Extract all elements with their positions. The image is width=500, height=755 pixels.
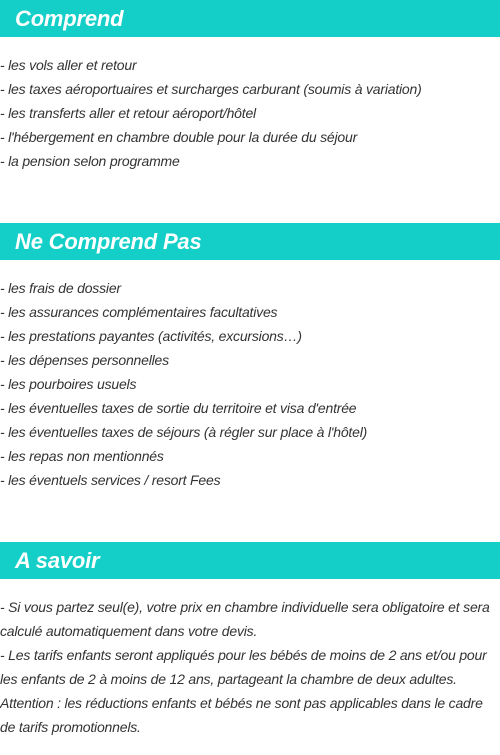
comprend-item: - l'hébergement en chambre double pour la durée du séjour bbox=[0, 129, 358, 145]
a-savoir-single-room-note: - Si vous partez seul(e), votre prix en chambre individuelle sera obligatoire et sera calculé automatiquement dans votre devis. bbox=[0, 599, 490, 639]
ne-comprend-pas-item: - les éventuelles taxes de sortie du territoire et visa d'entrée bbox=[0, 400, 357, 416]
ne-comprend-pas-title: Ne Comprend Pas bbox=[15, 229, 202, 254]
comprend-item: - les taxes aéroportuaires et surcharges carburant (soumis à variation) bbox=[0, 81, 422, 97]
ne-comprend-pas-item: - les assurances complémentaires facultatives bbox=[0, 304, 278, 320]
comprend-item: - la pension selon programme bbox=[0, 153, 180, 169]
a-savoir-header bbox=[0, 542, 500, 579]
comprend-item: - les transferts aller et retour aéroport/hôtel bbox=[0, 105, 256, 121]
ne-comprend-pas-item: - les prestations payantes (activités, excursions…) bbox=[0, 328, 302, 344]
comprend-item: - les vols aller et retour bbox=[0, 57, 137, 73]
ne-comprend-pas-item: - les repas non mentionnés bbox=[0, 448, 164, 464]
comprend-list bbox=[0, 53, 500, 173]
ne-comprend-pas-item: - les dépenses personnelles bbox=[0, 352, 169, 368]
comprend-title: Comprend bbox=[15, 6, 124, 31]
comprend-header bbox=[0, 0, 500, 37]
ne-comprend-pas-list bbox=[0, 276, 500, 492]
ne-comprend-pas-item: - les pourboires usuels bbox=[0, 376, 137, 392]
ne-comprend-pas-header bbox=[0, 223, 500, 260]
a-savoir-promo-warning: Attention : les réductions enfants et bébés ne sont pas applicables dans le cadre de tarifs promotionnels. bbox=[0, 695, 483, 735]
ne-comprend-pas-item: - les frais de dossier bbox=[0, 280, 121, 296]
ne-comprend-pas-item: - les éventuelles taxes de séjours (à régler sur place à l'hôtel) bbox=[0, 424, 368, 440]
a-savoir-title: A savoir bbox=[15, 548, 100, 573]
ne-comprend-pas-item: - les éventuels services / resort Fees bbox=[0, 472, 221, 488]
a-savoir-child-rates-note: - Les tarifs enfants seront appliqués pour les bébés de moins de 2 ans et/ou pour les enfants de 2 à moins de 12 ans, partageant la chambre de deux adultes. bbox=[0, 647, 487, 687]
